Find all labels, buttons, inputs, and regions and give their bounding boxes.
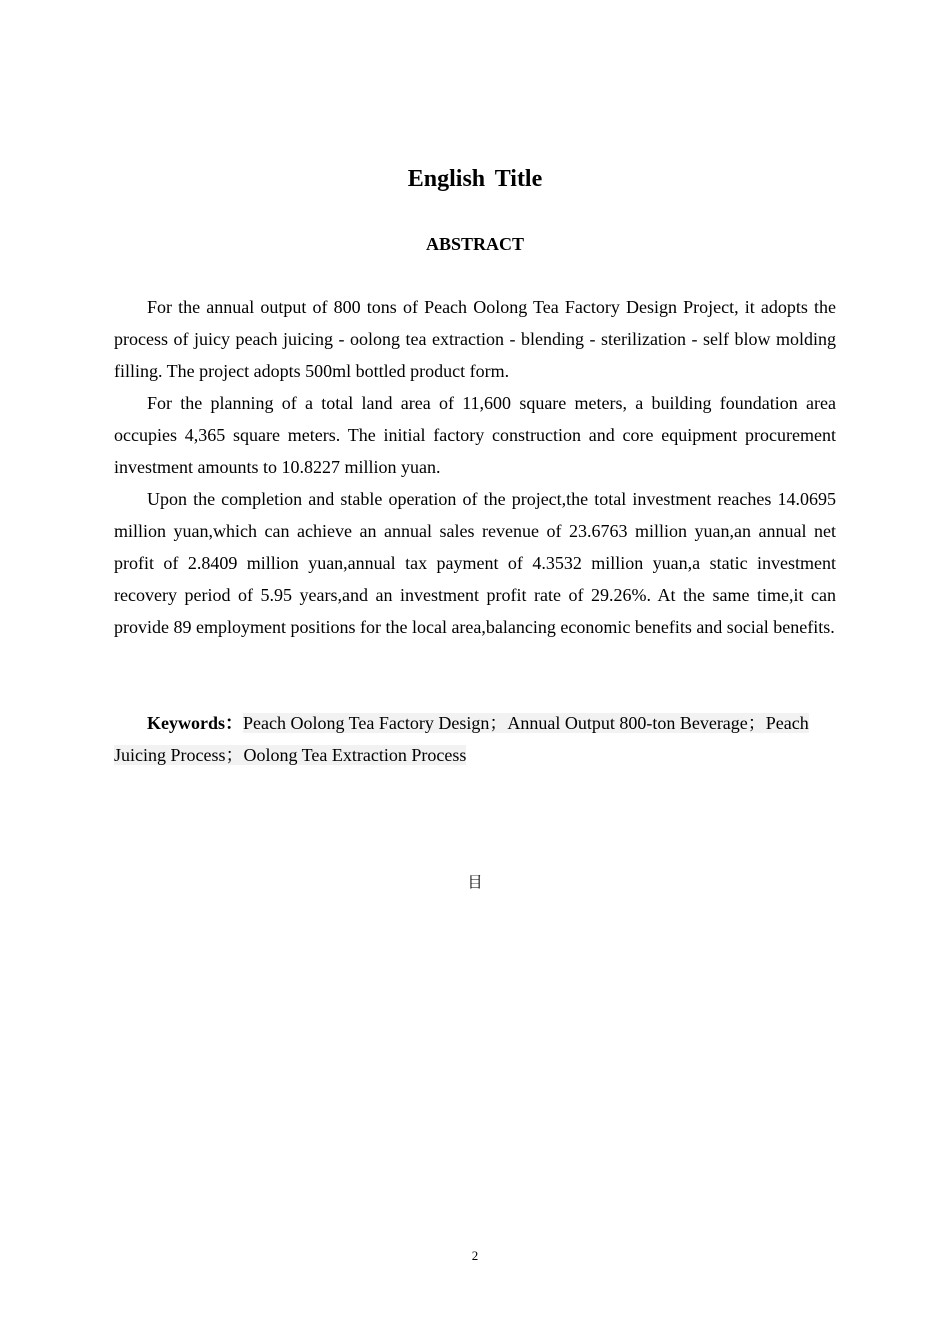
abstract-paragraph: For the planning of a total land area of 11,600 square meters, a building foundation area occupies 4,365 square meters. The initial factory construction and core equipment procurement investment amounts to 10.8227 million yuan. — [114, 393, 836, 477]
abstract-heading: ABSTRACT — [425, 234, 525, 254]
keywords-text: Peach Oolong Tea Factory Design；Annual Output 800-ton Beverage；Peach Juicing Process；Oolong Tea Extraction Process — [114, 713, 809, 765]
english-title: English Title — [407, 166, 543, 192]
page-number: 2 — [471, 1248, 479, 1263]
toc-heading: 目 — [467, 873, 483, 891]
keywords-label: Keywords： — [147, 713, 243, 733]
abstract-paragraph: Upon the completion and stable operation of the project,the total investment reaches 14.0695 million yuan,which can achieve an annual sales revenue of 23.6763 million yuan,an annual net profit of 2.8409 million yuan,annual tax payment of 4.3532 million yuan,a static investment recovery period of 5.95 years,and an investment profit rate of 29.26%. At the same time,it can provide 89 employment positions for the local area,balancing economic benefits and social benefits. — [114, 489, 836, 637]
abstract-body — [114, 291, 836, 643]
abstract-paragraph: For the annual output of 800 tons of Peach Oolong Tea Factory Design Project, it adopts the process of juicy peach juicing - oolong tea extraction - blending - sterilization - self blow molding filling. The project adopts 500ml bottled product form. — [114, 297, 836, 381]
keywords-line — [114, 707, 836, 771]
